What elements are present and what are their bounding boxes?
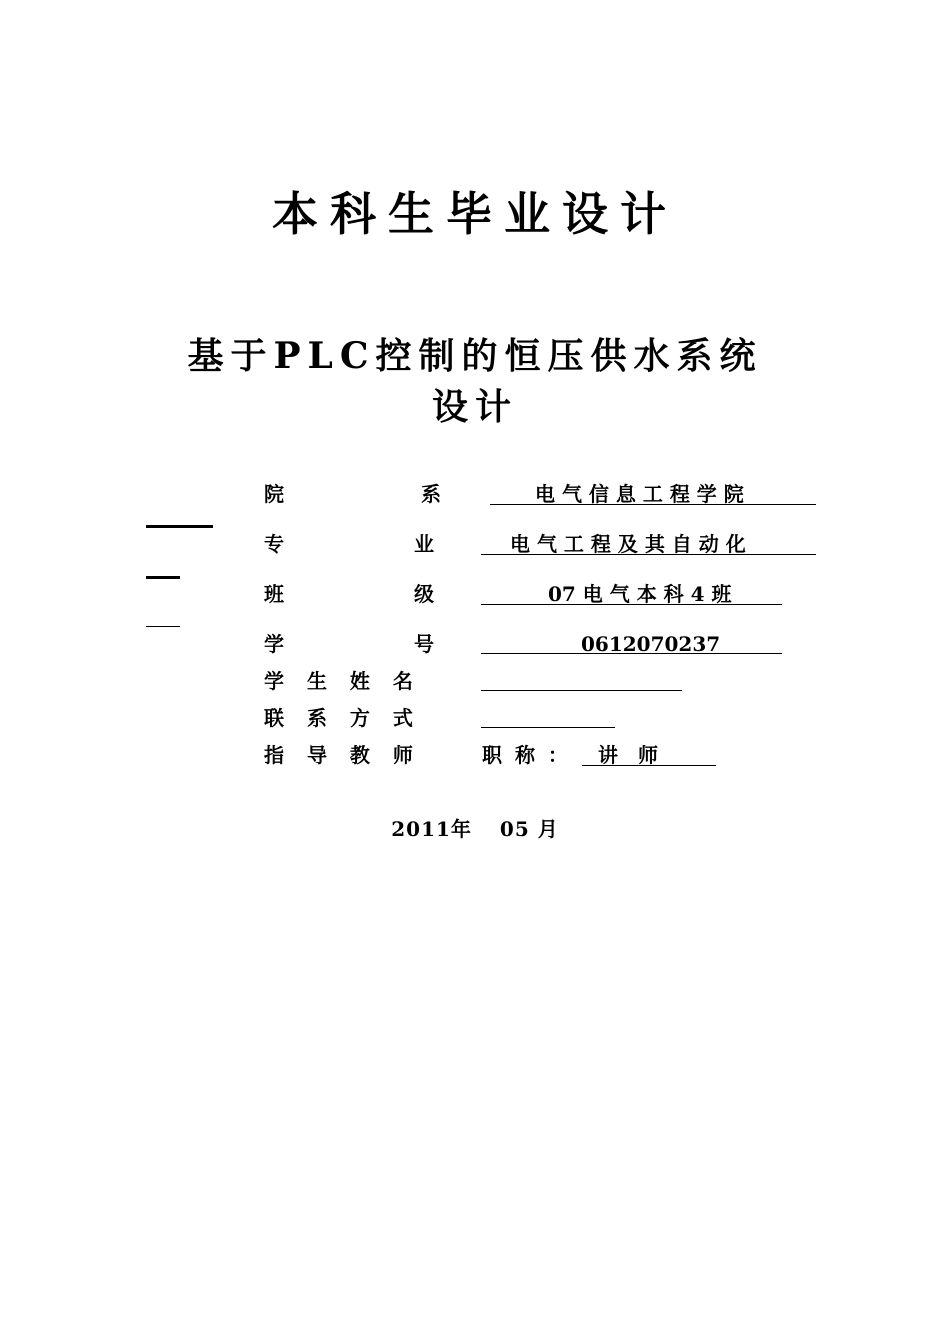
- left-rule-3: [146, 626, 180, 627]
- class-underline: [481, 604, 782, 605]
- student-id-label-a: 学: [264, 632, 284, 656]
- student-name-label: 学 生 姓 名: [264, 669, 413, 693]
- date-year: 2011: [391, 817, 451, 841]
- left-rule-1: [146, 525, 213, 528]
- advisor-title-value: 讲 师: [598, 743, 658, 767]
- class-label-a: 班: [264, 582, 284, 606]
- student-id-value: 0612070237: [581, 632, 721, 656]
- class-label-b: 级: [414, 582, 434, 606]
- thesis-title-line-2: 设计: [431, 386, 518, 428]
- contact-label: 联 系 方 式: [264, 706, 413, 730]
- department-value: 电 气 信 息 工 程 学 院: [535, 482, 744, 506]
- major-underline: [481, 554, 816, 555]
- date-year-unit: 年: [450, 817, 472, 841]
- department-label-b: 系: [421, 482, 441, 506]
- student-id-underline: [481, 653, 782, 654]
- major-label-a: 专: [264, 532, 284, 556]
- advisor-title-label: 职 称 ：: [482, 743, 568, 767]
- advisor-title-underline: [582, 765, 716, 766]
- class-value: 07 电 气 本 科 4 班: [548, 582, 732, 606]
- advisor-label: 指 导 教 师: [264, 743, 413, 767]
- left-rule-2: [146, 576, 180, 579]
- date-line: [0, 817, 950, 841]
- department-underline: [490, 504, 816, 505]
- student-name-underline: [481, 690, 682, 691]
- thesis-title-line-1: 基于PLC控制的恒压供水系统: [187, 335, 763, 377]
- major-value: 电 气 工 程 及 其 自 动 化: [510, 532, 746, 556]
- student-id-label-b: 号: [414, 632, 434, 656]
- date-month-unit: 月: [537, 817, 559, 841]
- department-label-a: 院: [264, 482, 284, 506]
- major-label-b: 业: [414, 532, 434, 556]
- document-title: 本科生毕业设计: [272, 187, 678, 241]
- date-month: 05: [499, 817, 530, 841]
- contact-underline: [481, 727, 615, 728]
